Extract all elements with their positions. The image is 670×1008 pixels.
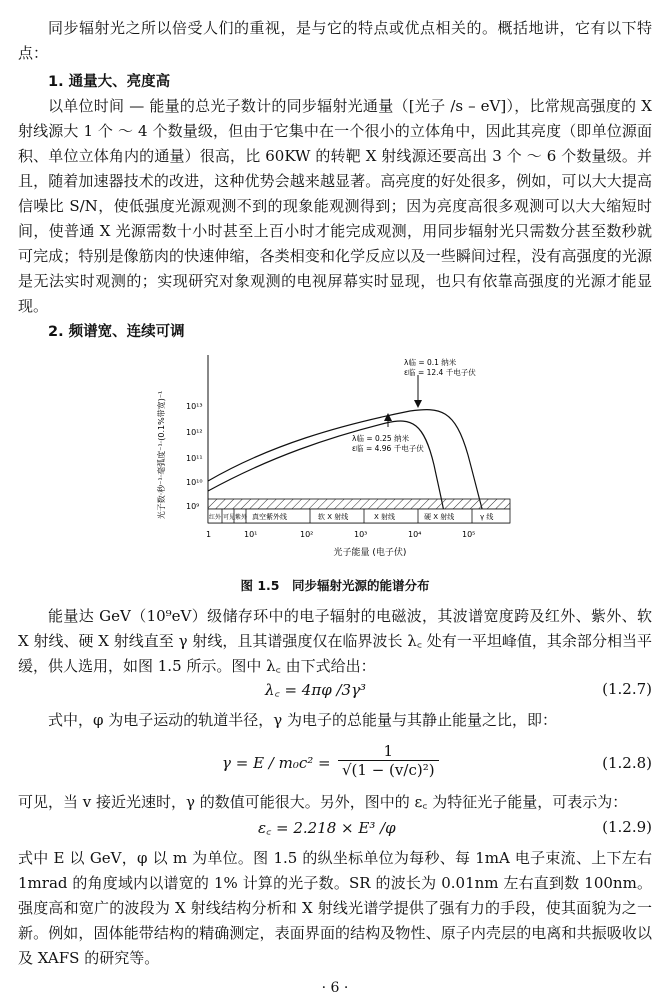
y-tick-label: 10⁹ [186,502,200,511]
x-tick-label: 10² [300,530,314,539]
figure-caption: 图 1.5 同步辐射光源的能谱分布 [240,578,430,593]
equation-body: ε꜀ = 2.218 × E³ /φ [258,819,396,837]
gamma-def-paragraph: 式中，φ 为电子运动的轨道半径，γ 为电子的总能量与其静止能量之比，即： [48,711,558,729]
x-tick-label: 10¹ [244,530,258,539]
spectrum-figure [150,345,530,575]
band-label: 硬 X 射线 [424,513,455,521]
equation-1-2-9 [0,818,670,844]
band-label: 紫外 [235,514,248,521]
section-heading-2: 2. 频谱宽、连续可调 [48,324,185,340]
page-number: · 6 · [321,980,349,996]
equation-number: (1.2.9) [602,818,652,836]
x-tick-label: 10⁴ [408,530,422,539]
y-tick-label: 10¹² [186,428,203,437]
units-paragraph: 式中 E 以 GeV，φ 以 m 为单位。图 1.5 的纵坐标单位为每秒、每 1mA 电子束流、上下左右 1mrad 的角度域内以谱宽的 1% 计算的光子数。SR 的波长为 0.01nm 左右直到数 100nm。强度高和宽广的波段为 X 射线结构分析和 X 射线光谱学提供了强有力的手段，使其面貌为之一新。例如，固体能带结构的精确测定，表面界面的结构及物性、原子内壳层的电离和共振吸收以及 XAFS 的研究等。 [18,849,652,967]
equation-fraction [338,742,439,779]
fraction-denominator: √(1 − (v/c)²) [342,761,435,779]
equation-number: (1.2.7) [602,680,652,698]
x-tick-label: 10⁵ [462,530,476,539]
equation-number: (1.2.8) [602,754,652,772]
equation-body: λ꜀ = 4πφ /3γ³ [265,681,367,699]
band-label: 真空紫外线 [252,513,287,521]
x-axis-label: 光子能量 (电子伏) [333,548,407,558]
spectrum-paragraph: 能量达 GeV（10⁹eV）级储存环中的电子辐射的电磁波，其波谱宽度跨及红外、紫外、软 X 射线、硬 X 射线直至 γ 射线，且其谱强度仅在临界波长 λ꜀ 处有一平坦峰值，其余部分相当平缓，供人选用，如图 1.5 所示。图中 λ꜀ 由下式给出： [18,607,652,675]
annotation-upper-epsilon: ε临 = 12.4 千电子伏 [404,368,476,377]
arrow-head-icon [384,413,392,421]
y-tick-label: 10¹³ [186,402,203,411]
y-axis-label: 光子数·秒⁻¹·毫弧度⁻¹·(0.1%带宽)⁻¹ [157,390,166,520]
band-label: X 射线 [374,513,396,521]
fraction-numerator: 1 [338,742,439,761]
section-heading-1: 1. 通量大、亮度高 [48,74,171,90]
equation-body: γ = E / m₀c² = [222,754,331,772]
arrow-head-icon [414,400,422,408]
band-hatch-strip [208,499,510,509]
band-label: 软 X 射线 [318,513,349,521]
y-tick-label: 10¹¹ [186,454,203,463]
equation-1-2-8 [0,742,670,786]
annotation-upper-lambda: λ临 = 0.1 纳米 [404,358,457,367]
epsilon-paragraph: 可见，当 v 接近光速时，γ 的数值可能很大。另外，图中的 ε꜀ 为特征光子能量，可表示为： [18,793,628,811]
y-tick-label: 10¹⁰ [186,478,203,487]
flux-brightness-paragraph: 以单位时间 — 能量的总光子数计的同步辐射光通量（[光子 /s – eV]），比常规高强度的 X 射线源大 1 个 ～ 4 个数量级，但由于它集中在一个很小的立体角中，因此其亮度（即单位源面积、单位立体角内的通量）很高，比 60KW 的转靶 X 射线源还要高出 3 个 ～ 6 个数量级。并且，随着加速器技术的改进，这种优势会越来越显著。高亮度的好处很多，例如，可以大大提高信噪比 S/N，使低强度光源观测不到的现象能观测得到；因为亮度高很多观测可以大大缩短时间，使普通 X 光源需数十小时甚至上百小时才能完成观测，用同步辐射光只需数分甚至数秒就可完成；特别是像筋肉的快速伸缩，各类相变和化学反应以及一些瞬间过程，没有高强度的光源是无法实时观测的；实现研究对象观测的电视屏幕实时显现，也只有依靠高强度的光源才能显现。 [18,97,652,315]
annotation-lower-epsilon: ε临 = 4.96 千电子伏 [352,444,424,453]
band-label: γ 线 [480,513,494,521]
band-label: 红外 [209,514,222,521]
x-tick-label: 10³ [354,530,368,539]
annotation-lower-lambda: λ临 = 0.25 纳米 [352,434,410,443]
intro-paragraph: 同步辐射光之所以倍受人们的重视，是与它的特点或优点相关的。概括地讲，它有以下特点： [18,19,652,62]
equation-1-2-7 [0,680,670,706]
x-tick-label: 1 [206,530,212,539]
band-label: 可见 [223,514,236,521]
